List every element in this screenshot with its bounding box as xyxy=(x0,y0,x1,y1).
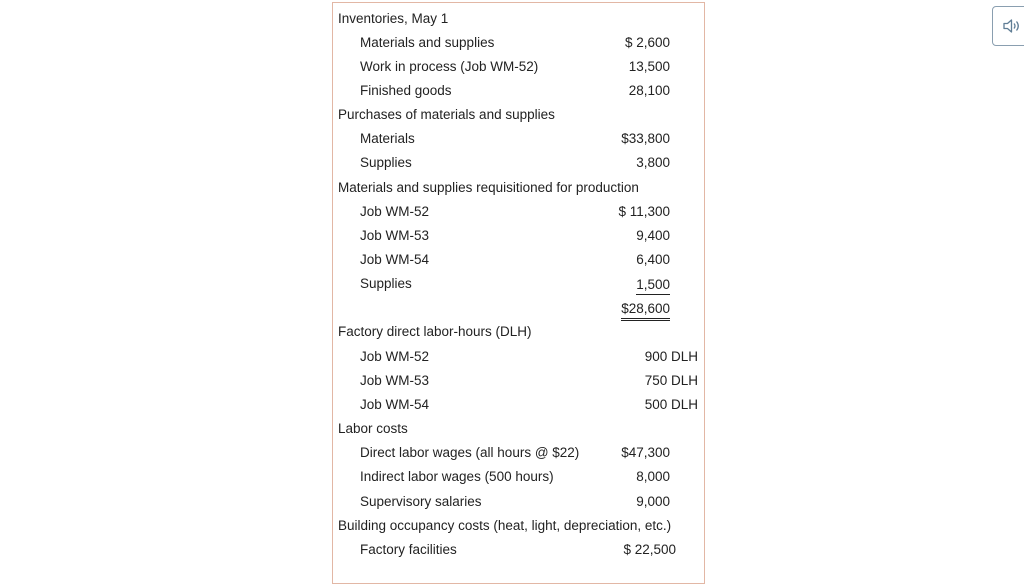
table-row xyxy=(333,31,704,55)
table-row xyxy=(333,490,704,514)
table-row xyxy=(333,224,704,248)
speaker-icon xyxy=(1002,18,1022,34)
table-row xyxy=(333,272,704,296)
table-row xyxy=(333,369,704,393)
total-value: $28,600 xyxy=(621,299,670,321)
row-label: Supplies xyxy=(360,155,412,170)
section-heading: Materials and supplies requisitioned for production xyxy=(338,180,639,195)
section-heading: Inventories, May 1 xyxy=(338,11,449,26)
row-value: $47,300 xyxy=(621,445,670,460)
row-value: 9,000 xyxy=(636,494,670,509)
table-row xyxy=(333,151,704,175)
table-row xyxy=(333,320,704,344)
row-label: Job WM-53 xyxy=(360,373,430,388)
table-row xyxy=(333,417,704,441)
row-label: Supplies xyxy=(360,276,412,291)
table-row xyxy=(333,79,704,103)
row-value: 750 DLH xyxy=(644,373,698,388)
row-label: Factory facilities xyxy=(360,542,457,557)
table-row xyxy=(333,200,704,224)
row-value: 3,800 xyxy=(636,155,670,170)
table-row xyxy=(333,7,704,31)
table-row xyxy=(333,55,704,79)
table-row xyxy=(333,345,704,369)
row-label: Indirect labor wages (500 hours) xyxy=(360,469,554,484)
row-label: Job WM-53 xyxy=(360,228,430,243)
table-row xyxy=(333,176,704,200)
row-label: Finished goods xyxy=(360,83,452,98)
table-row xyxy=(333,127,704,151)
row-value: 900 DLH xyxy=(644,349,698,364)
read-aloud-button[interactable] xyxy=(992,6,1024,46)
row-value: $ 22,500 xyxy=(623,542,676,557)
row-value: 9,400 xyxy=(636,228,670,243)
row-value: 1,500 xyxy=(636,275,670,295)
row-label: Job WM-52 xyxy=(360,204,430,219)
row-value: 8,000 xyxy=(636,469,670,484)
table-row xyxy=(333,514,704,538)
row-label: Job WM-52 xyxy=(360,349,430,364)
table-row xyxy=(333,296,704,320)
data-table xyxy=(332,2,705,584)
table-row xyxy=(333,465,704,489)
table-row xyxy=(333,538,704,562)
table-row xyxy=(333,103,704,127)
section-heading: Factory direct labor-hours (DLH) xyxy=(338,324,532,339)
row-label: Materials xyxy=(360,131,415,146)
section-heading: Purchases of materials and supplies xyxy=(338,107,555,122)
row-value: 13,500 xyxy=(628,59,670,74)
row-value: $33,800 xyxy=(621,131,670,146)
row-label: Materials and supplies xyxy=(360,35,495,50)
row-label: Job WM-54 xyxy=(360,397,430,412)
row-value: $ 11,300 xyxy=(618,204,670,219)
section-heading: Building occupancy costs (heat, light, depreciation, etc.) xyxy=(338,518,672,533)
row-label: Direct labor wages (all hours @ $22) xyxy=(360,445,580,460)
table-row xyxy=(333,441,704,465)
row-label: Supervisory salaries xyxy=(360,494,482,509)
row-value: 6,400 xyxy=(636,252,670,267)
row-value: 28,100 xyxy=(628,83,670,98)
row-value: $ 2,600 xyxy=(624,35,670,50)
row-value: 500 DLH xyxy=(644,397,698,412)
row-label: Job WM-54 xyxy=(360,252,430,267)
table-row xyxy=(333,393,704,417)
section-heading: Labor costs xyxy=(338,421,408,436)
table-row xyxy=(333,248,704,272)
row-label: Work in process (Job WM-52) xyxy=(360,59,539,74)
